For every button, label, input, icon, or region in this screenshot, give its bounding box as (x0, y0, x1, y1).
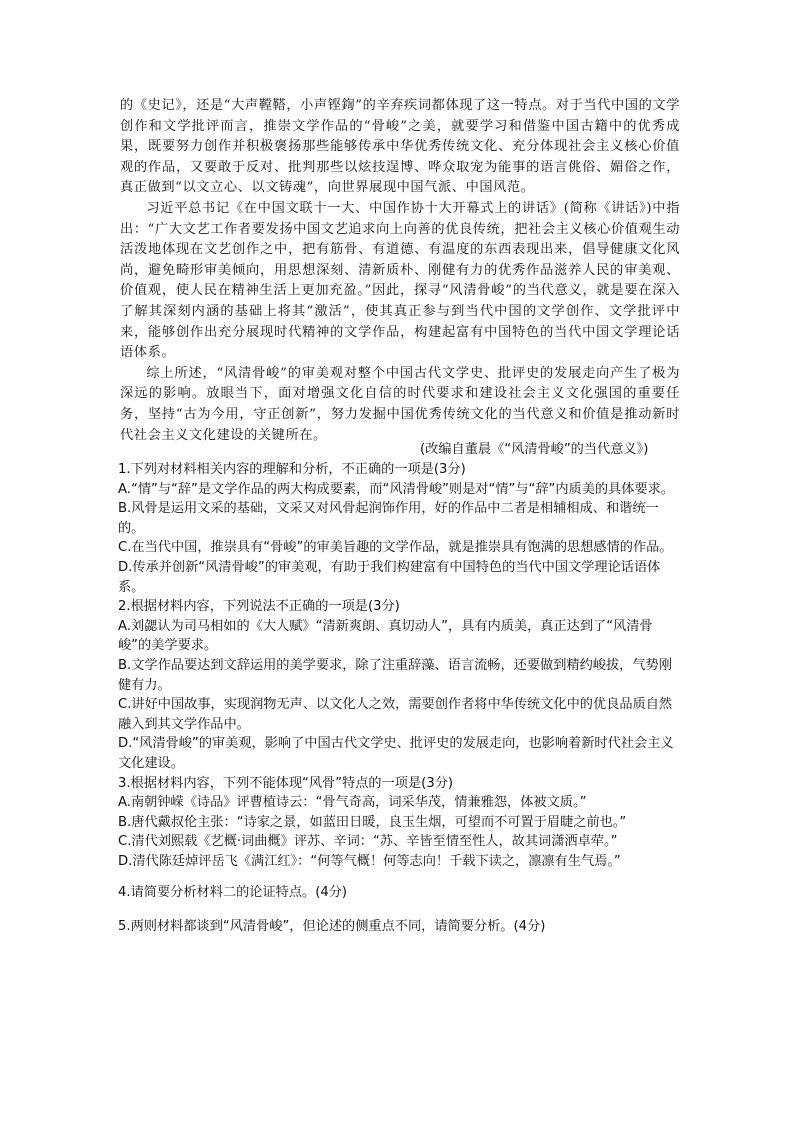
passage-paragraph-2: 习近平总书记《在中国文联十一大、中国作协十大开幕式上的讲话》(简称《讲话》)中指出：“广大文艺工作者要发扬中国文艺追求向上向善的优良传统，把社会主义核心价值观生动活泼地体现在文艺创作之中，把有筋骨、有道德、有温度的东西表现出来，倡导健康文化风尚，避免畸形审美倾向，用思想深刻、清新质朴、刚健有力的优秀作品滋养人民的审美观、价值观，使人民在精神生活上更加充盈。”因此，探寻“风清骨峻”的当代意义，就是要在深入了解其深刻内涵的基础上将其“激活”，使其真正参与到当代中国的文学创作、文学批评中来，能够创作出充分展现时代精神的文学作品，构建起富有中国特色的当代中国文学理论话语体系。 (120, 200, 680, 361)
question-2-option-b: B.文学作品要达到文辞运用的美学要求，除了注重辞藻、语言流畅，还要做到精约峻拔，气势刚健有力。 (118, 657, 672, 693)
question-list (118, 460, 678, 937)
question-3-option-c: C.清代刘熙载《艺概·词曲概》评苏、辛词：“苏、辛皆至情至性人，故其词潇洒卓荦。” (118, 834, 618, 850)
question-1-option-c: C.在当代中国，推崇具有“骨峻”的审美旨趣的文学作品，就是推崇具有饱满的思想感情的作品。 (118, 540, 673, 556)
question-2-stem: 2.根据材料内容，下列说法不正确的一项是(3分) (118, 599, 400, 615)
reading-passage (120, 96, 680, 446)
question-1-stem: 1.下列对材料相关内容的理解和分析，不正确的一项是(3分) (118, 462, 466, 477)
answer-space (118, 871, 678, 883)
question-3-option-d: D.清代陈廷焯评岳飞《满江红》：“何等气概！何等志向！千载下读之，凛凛有生气焉。” (118, 853, 621, 869)
passage-paragraph-1: 的《史记》，还是“大声鞺鞳，小声铿鍧”的辛弃疾词都体现了这一特点。对于当代中国的文学创作和文学批评而言，推崇文学作品的“骨峻”之美，就要学习和借鉴中国古籍中的优秀成果，既要努力创作并积极褒扬那些能够传承中华优秀传统文化、充分体现社会主义核心价值观的作品，又要敢于反对、批判那些以炫技逞博、哗众取宠为能事的语言佻俗、媚俗之作，真正做到“以文立心、以文铸魂”，向世界展现中国气派、中国风范。 (120, 98, 680, 196)
question-1 (118, 460, 678, 597)
question-5-stem: 5.两则材料都谈到“风清骨峻”，但论述的侧重点不同，请简要分析。(4分) (118, 919, 546, 935)
question-1-option-d: D.传承并创新“风清骨峻”的审美观，有助于我们构建富有中国特色的当代中国文学理论话语体系。 (118, 559, 661, 595)
question-2 (118, 597, 678, 773)
question-3-option-b: B.唐代戴叔伦主张：“诗家之景，如蓝田日暖，良玉生烟，可望而不可置于眉睫之前也。” (118, 814, 627, 830)
question-2-option-a: A.刘勰认为司马相如的《大人赋》“清新爽朗、真切动人”，具有内质美，真正达到了“风清骨峻”的美学要求。 (118, 618, 653, 654)
question-1-option-a: A.“情”与“辞”是文学作品的两大构成要素，而“风清骨峻”则是对“情”与“辞”内质美的具体要求。 (118, 481, 675, 497)
question-3 (118, 774, 678, 872)
question-3-stem: 3.根据材料内容，下列不能体现“风骨”特点的一项是(3分) (118, 775, 454, 791)
source-citation: (改编自董晨《“风清骨峻”的当代意义》) (420, 442, 649, 457)
question-2-option-c: C.讲好中国故事，实现润物无声、以文化人之效，需要创作者将中华传统文化中的优良品质自然融入到其文学作品中。 (118, 697, 673, 732)
question-1-option-b: B.风骨是运用文采的基础，文采又对风骨起润饰作用，好的作品中二者是相辅相成、和谐统一的。 (118, 501, 659, 536)
passage-paragraph-3: 综上所述，“风清骨峻”的审美观对整个中国古代文学史、批评史的发展走向产生了极为深远的影响。放眼当下，面对增强文化自信的时代要求和建设社会主义文化强国的重要任务，坚持“古为今用，守正创新”，努力发掘中国优秀传统文化的当代意义和价值是推动新时代社会主义文化建设的关键所在。 (120, 365, 680, 443)
answer-space (118, 903, 678, 917)
question-3-option-a: A.南朝钟嵘《诗品》评曹植诗云：“骨气奇高，词采华茂，情兼雅怨，体被文质。” (118, 795, 587, 811)
question-4-stem: 4.请简要分析材料二的论证特点。(4分) (118, 885, 348, 901)
question-2-option-d: D.“风清骨峻”的审美观，影响了中国古代文学史、批评史的发展走向，也影响着新时代社会主义文化建设。 (118, 736, 674, 771)
